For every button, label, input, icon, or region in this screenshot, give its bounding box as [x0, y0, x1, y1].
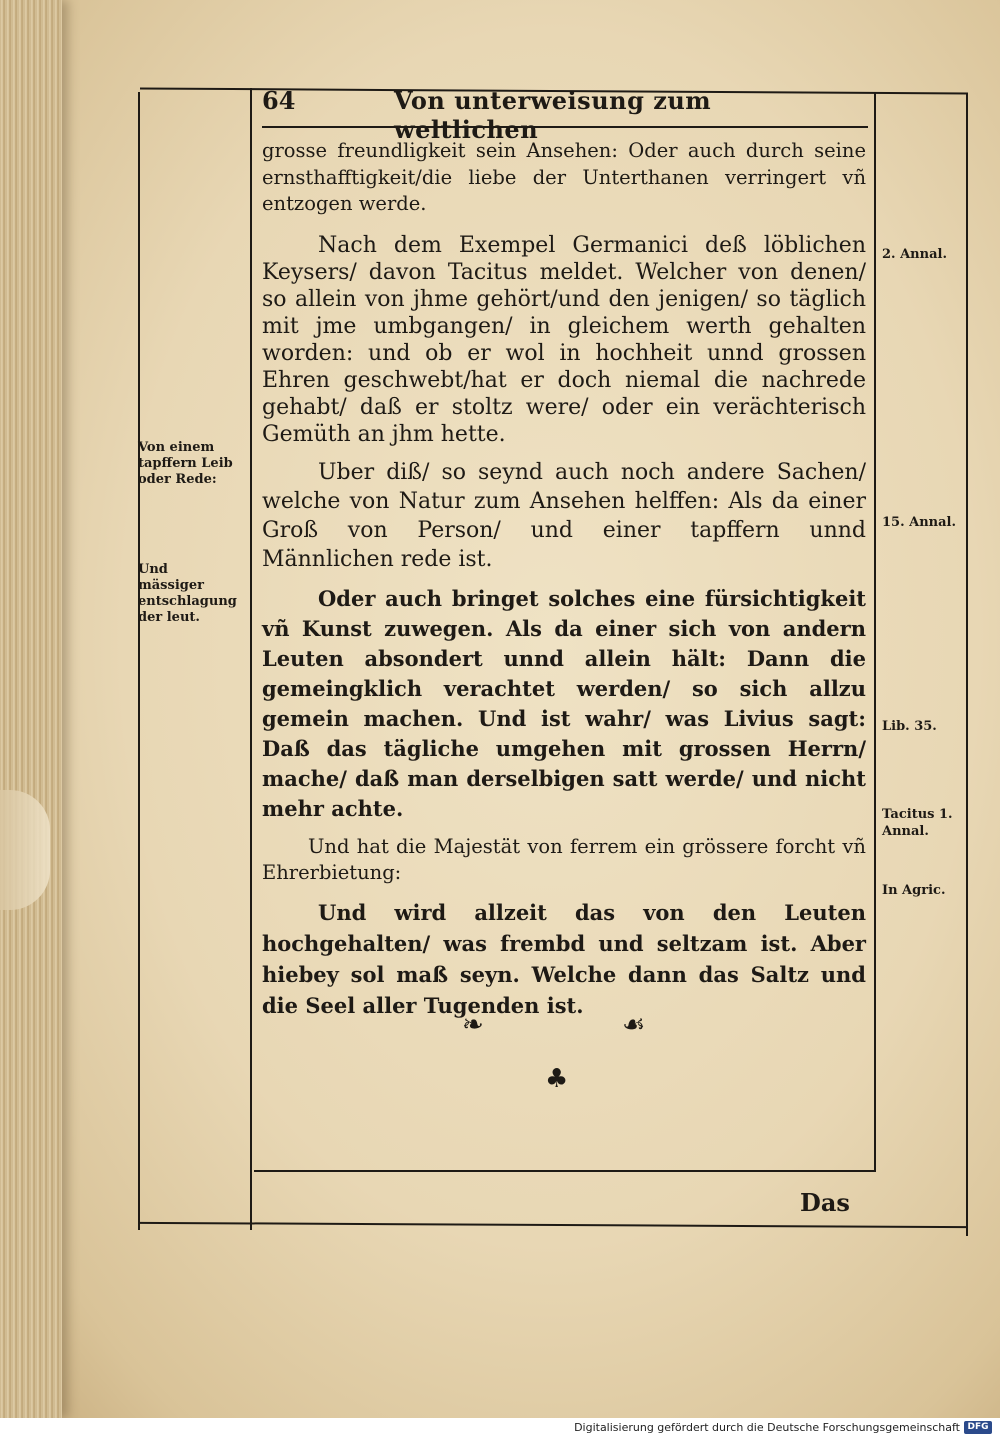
fleuron-left-icon: ❧ [462, 1010, 484, 1040]
fleuron-bottom-icon: ♣ [545, 1064, 569, 1094]
margin-note-left: Von einem tapffern Leib oder Rede: [138, 440, 233, 487]
paragraph: Uber diß/ so seynd auch noch andere Sachen/ welche von Natur zum Ansehen helffen: Als da einer Groß von Person/ und einer tapffern unnd Männlichen rede ist. [262, 459, 866, 572]
footer-credit: Digitalisierung gefördert durch die Deutsche Forschungsgemeinschaft [574, 1421, 960, 1434]
paragraph: Und wird allzeit das von den Leuten hochgehalten/ was frembd und seltzam ist. Aber hiebey sol maß seyn. Welche dann das Saltz und die Seel aller Tugenden ist. [262, 899, 866, 1018]
frame-bottom-line [138, 1222, 968, 1228]
catchword: Das [800, 1188, 850, 1217]
margin-note-right: In Agric. [882, 883, 946, 898]
frame-left-line [138, 92, 140, 1230]
digitization-footer [0, 1418, 1000, 1437]
main-text [262, 138, 866, 1031]
margin-note-right: Tacitus 1. Annal. [882, 807, 953, 839]
clip-shadow [0, 790, 50, 910]
margin-note-left: Und mässiger entschlagung der leut. [138, 562, 237, 625]
text-left-line [250, 88, 252, 1230]
margin-note-right: Lib. 35. [882, 719, 937, 734]
running-title: Von unterweisung zum weltlichen [394, 86, 712, 144]
text-right-line [874, 92, 876, 1170]
fleuron-right-icon: ☙ [622, 1010, 646, 1040]
margin-note-right: 2. Annal. [882, 247, 947, 262]
paragraph: Oder auch bringet solches eine fürsichtigkeit vñ Kunst zuwegen. Als da einer sich von andern Leuten absondert unnd allein hält: Dann die gemeingklich verachtet werden/ so sich allzu gemein machen. Und ist wahr/ was Livius sagt: Daß das tägliche umgehen mit grossen Herrn/ mache/ daß man derselbigen satt werde/ und nicht mehr achte. [262, 585, 866, 821]
page-number: 64 [262, 86, 296, 115]
page-edge-stack [0, 0, 62, 1418]
frame-right-line [966, 94, 968, 1236]
text-bottom-line [254, 1170, 876, 1172]
dfg-logo-icon: DFG [964, 1421, 992, 1434]
paragraph: Nach dem Exempel Germanici deß löblichen Keysers/ davon Tacitus meldet. Welcher von denen/ so allein von jhme gehört/und den jenigen/ so täglich mit jme umbgangen/ in gleichem werth gehalten worden: und ob er wol in hochheit unnd grossen Ehren geschwebt/hat er doch niemal die nachrede gehabt/ daß er stoltz were/ oder ein verächterisch Gemüth an jhm hette. [262, 232, 866, 447]
paragraph: Und hat die Majestät von ferrem ein grössere forcht vñ Ehrerbietung: [262, 834, 866, 884]
margin-note-right: 15. Annal. [882, 515, 957, 530]
paragraph: grosse freundligkeit sein Ansehen: Oder auch durch seine ernsthafftigkeit/die liebe der Unterthanen verringert vñ entzogen werde. [262, 139, 866, 215]
